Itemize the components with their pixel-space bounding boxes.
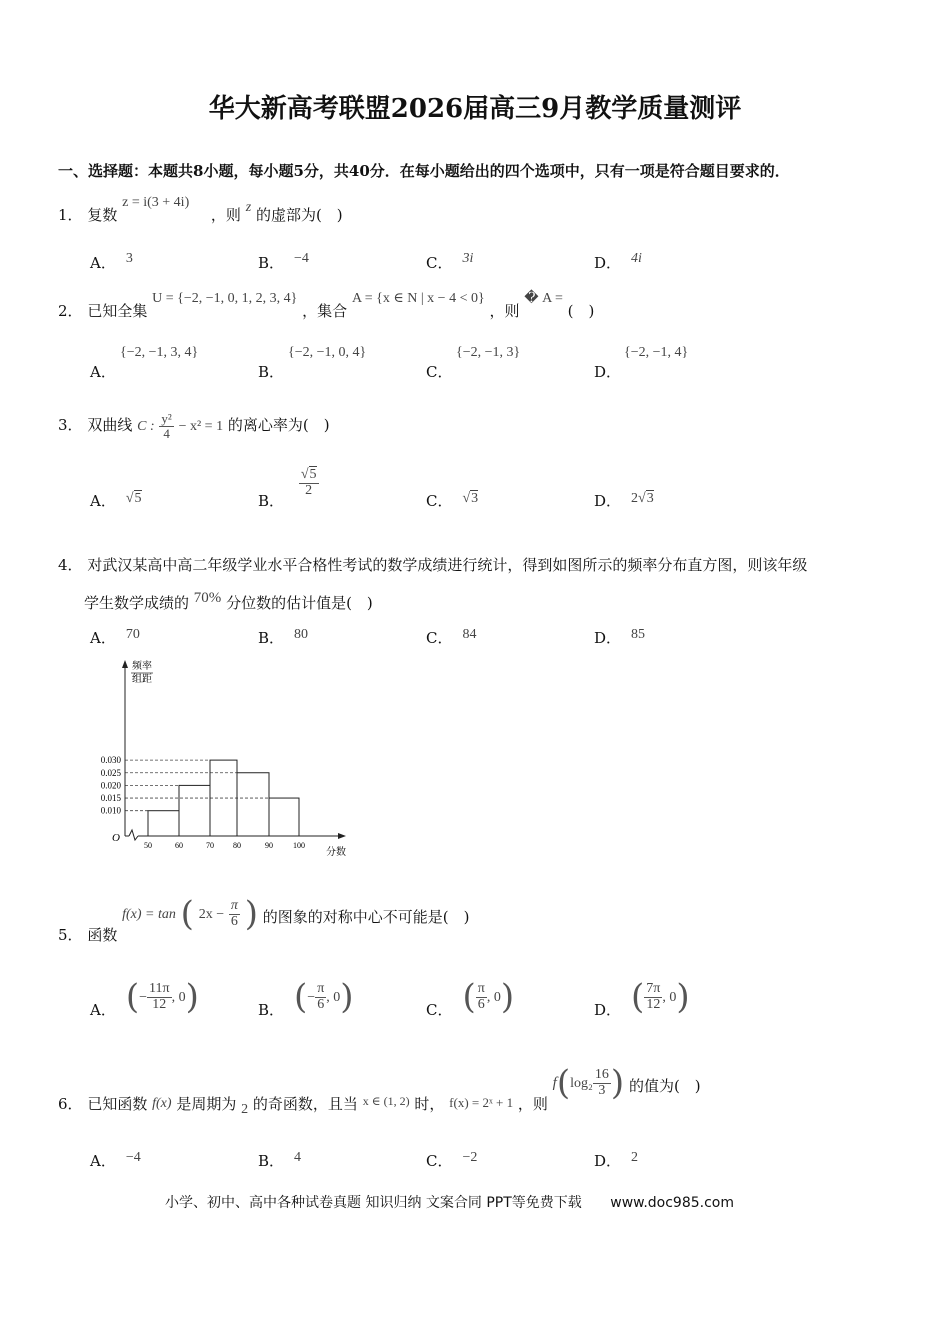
option-label: A．	[90, 492, 116, 510]
footer-site-link[interactable]: www.doc985.com	[610, 1195, 734, 1211]
question-text: 学生数学成绩的	[84, 594, 190, 612]
option-label: C．	[426, 629, 453, 647]
math-variable: z	[245, 200, 252, 215]
option-label: A．	[90, 1152, 116, 1170]
fraction-denominator: 6	[230, 913, 238, 929]
question-text: 的离心率为( )	[227, 416, 330, 435]
question-2	[58, 291, 595, 321]
option-label: A．	[90, 629, 116, 647]
q5-option-c[interactable]: C． ( $\frac{\pi}{6}$ , 0)	[426, 977, 515, 1019]
option-value: {−2, −1, 3, 4}	[120, 345, 199, 360]
option-value: {−2, −1, 4}	[624, 345, 689, 360]
math-expression: z = i(3 + 4i)	[122, 195, 190, 210]
q1-option-a[interactable]	[90, 252, 133, 273]
option-value	[299, 468, 319, 498]
option-tail: , 0	[326, 990, 341, 1005]
math-fraction	[593, 1068, 611, 1098]
frequency-histogram	[80, 650, 370, 865]
q3-option-d[interactable]	[594, 490, 654, 511]
q1-option-b[interactable]	[258, 252, 309, 273]
option-sign: −	[139, 990, 148, 1005]
option-value: 4i	[631, 251, 642, 266]
page-footer	[165, 1192, 734, 1212]
x-tick-label: 100	[293, 841, 305, 850]
origin-label: O	[112, 832, 120, 844]
option-value: 70	[125, 627, 140, 642]
footer-text: 小学、初中、高中各种试卷真题 知识归纳 文案合同 PPT等免费下载	[165, 1195, 582, 1211]
math-expression: − x² = 1	[178, 419, 224, 435]
option-tail: , 0	[486, 990, 501, 1005]
section-header: 一、选择题：本题共8小题，每小题5分，共40分．在每小题给出的四个选项中，只有一项是符合题目要求的．	[58, 162, 790, 180]
math-expression: U = {−2, −1, 0, 1, 2, 3, 4}	[152, 291, 298, 306]
question-number: 4．	[58, 556, 83, 574]
option-label: B．	[258, 254, 285, 272]
math-expression: 2x −	[198, 907, 225, 922]
fraction-denominator: 4	[163, 425, 170, 441]
option-fraction: $\frac{\pi}{6}$	[317, 980, 325, 1012]
q6-option-a[interactable]	[90, 1150, 141, 1171]
option-label: D．	[594, 1001, 622, 1019]
math-number: 2	[241, 1102, 249, 1117]
exam-title: 华大新高考联盟2026届高三9月教学质量测评	[208, 94, 742, 124]
axis-break-mark	[129, 830, 138, 840]
fraction-numerator: 16	[594, 1066, 609, 1082]
q3-option-a[interactable]	[90, 490, 142, 511]
option-tail: , 0	[662, 990, 677, 1005]
question-text: 对武汉某高中高二年级学业水平合格性考试的数学成绩进行统计，得到如图所示的频率分布直方图，则该年级	[87, 556, 808, 574]
q4-option-a[interactable]	[90, 627, 140, 648]
y-axis-arrow	[122, 660, 128, 668]
histogram-bar-90-100	[269, 798, 299, 836]
q1-option-c[interactable]	[426, 252, 473, 273]
q1-option-d[interactable]	[594, 252, 642, 273]
question-text: 复数	[87, 206, 118, 224]
option-sign: −	[307, 990, 316, 1005]
option-value: 2	[631, 1150, 639, 1165]
option-label: A．	[90, 1001, 116, 1019]
y-axis-label-bottom: 组距	[132, 674, 152, 685]
question-text: ，则	[210, 206, 241, 224]
option-label: C．	[426, 254, 453, 272]
x-tick-label: 50	[144, 841, 152, 850]
question-text: 已知全集	[87, 302, 148, 320]
x-axis-label: 分数	[326, 847, 346, 858]
option-label: C．	[426, 1152, 453, 1170]
option-value: 2√3	[631, 491, 654, 506]
math-expression: x ∈ (1, 2)	[362, 1094, 410, 1108]
question-text: ，集合	[302, 302, 348, 320]
q5-option-d[interactable]: D． ( $\frac{7\pi}{12}$ , 0)	[594, 977, 690, 1019]
option-label: B．	[258, 1001, 285, 1019]
option-label: C．	[426, 492, 453, 510]
option-label: D．	[594, 492, 622, 510]
q2-option-d[interactable]	[594, 345, 689, 381]
x-axis-arrow	[338, 833, 346, 839]
option-value: 84	[462, 627, 477, 642]
option-label: B．	[258, 1152, 285, 1170]
y-tick-label: 0.030	[100, 755, 121, 766]
option-label: C．	[426, 363, 453, 381]
option-value: {−2, −1, 0, 4}	[288, 345, 367, 360]
option-value: 4	[294, 1150, 302, 1165]
math-function: f	[552, 1075, 557, 1091]
option-label: C．	[426, 1001, 453, 1019]
q4-option-c[interactable]	[426, 627, 476, 648]
option-label: B．	[258, 629, 285, 647]
option-fraction: $\frac{11\pi}{12}$	[149, 980, 170, 1012]
option-tail: , 0	[171, 990, 186, 1005]
question-4-line-2	[84, 592, 373, 613]
math-expression: f(x) = 2ˣ + 1	[449, 1095, 514, 1110]
question-text: 的值为( )	[628, 1077, 701, 1095]
option-fraction: $\frac{7\pi}{12}$	[646, 980, 661, 1012]
math-fraction	[159, 412, 173, 440]
option-value: 3	[125, 251, 133, 266]
fraction-numerator: y²	[161, 411, 172, 426]
question-number: 6．	[58, 1095, 83, 1113]
histogram-bar-60-70	[179, 785, 210, 836]
q5-option-a[interactable]: A． (− $\frac{11\pi}{12}$ , 0)	[90, 977, 199, 1019]
option-value: 85	[631, 627, 646, 642]
question-number: 3．	[58, 416, 83, 435]
option-value: {−2, −1, 3}	[456, 345, 521, 360]
question-number: 5．	[58, 926, 83, 944]
x-tick-label: 80	[233, 841, 241, 850]
question-text: ，则	[489, 302, 520, 320]
question-4-line-1	[58, 554, 807, 575]
question-text: 是周期为	[176, 1095, 237, 1113]
math-expression: f(x) = tan	[122, 907, 176, 922]
question-6: 6． 已知函数 f(x) 是周期为 2 的奇函数，且当 $_{x \in (1, 2)}$ 时， f(x) = 2ˣ + 1 ，则 f(log₂ $\frac{16}{3}$ ) 的值为( )	[58, 1063, 701, 1117]
x-tick-label: 70	[206, 841, 214, 850]
fraction-numerator: π	[230, 897, 238, 913]
q2-option-b[interactable]	[258, 345, 367, 381]
fraction-denominator: 3	[598, 1082, 606, 1098]
option-label: B．	[258, 363, 285, 381]
right-paren: )	[244, 894, 258, 934]
option-label: B．	[258, 492, 285, 510]
math-log: log₂	[570, 1076, 593, 1091]
question-text: 双曲线	[87, 416, 133, 435]
math-percent: 70%	[193, 590, 222, 606]
y-tick-label: 0.010	[100, 805, 121, 816]
q3-option-b[interactable]	[258, 467, 319, 510]
math-expression: f(x)	[152, 1096, 172, 1111]
option-value: √5	[125, 491, 142, 506]
option-label: A．	[90, 363, 116, 381]
option-label: D．	[594, 1152, 622, 1170]
option-value: 80	[294, 627, 309, 642]
math-fraction	[229, 899, 240, 929]
q2-option-a[interactable]	[90, 345, 199, 381]
question-text: 的奇函数，且当	[252, 1095, 358, 1113]
q6-option-c[interactable]	[426, 1150, 477, 1171]
q6-option-b[interactable]	[258, 1150, 301, 1171]
fraction-denominator: 2	[305, 482, 313, 498]
option-value: −2	[462, 1150, 478, 1165]
fraction-numerator: √5	[300, 467, 317, 482]
math-expression: A = {x ∈ N | x − 4 < 0}	[351, 291, 485, 306]
y-tick-label: 0.015	[100, 793, 121, 804]
y-axis-label-top: 频率	[132, 661, 152, 672]
question-5	[58, 894, 470, 944]
q5-option-b[interactable]: B． (− $\frac{\pi}{6}$ , 0)	[258, 977, 354, 1019]
question-text: ，则	[517, 1095, 548, 1113]
question-text: 的图象的对称中心不可能是( )	[262, 908, 470, 926]
question-1	[58, 195, 343, 225]
option-label: A．	[90, 254, 116, 272]
option-value: √3	[462, 491, 479, 506]
question-number: 1．	[58, 206, 83, 224]
x-tick-label: 90	[265, 841, 273, 850]
x-tick-label: 60	[175, 841, 183, 850]
option-label: D．	[594, 629, 622, 647]
q2-option-c[interactable]	[426, 345, 521, 381]
q6-option-d[interactable]	[594, 1150, 638, 1171]
question-number: 2．	[58, 302, 83, 320]
option-value: 3i	[462, 251, 474, 266]
math-label: C :	[137, 419, 155, 435]
option-value: −4	[125, 1150, 141, 1165]
option-fraction: $\frac{\pi}{6}$	[477, 980, 485, 1012]
y-tick-label: 0.020	[100, 780, 121, 791]
question-3	[58, 412, 330, 440]
histogram-bar-80-90	[237, 773, 269, 836]
q3-option-c[interactable]	[426, 490, 478, 511]
option-value: −4	[294, 251, 309, 266]
math-expression: � A =	[524, 291, 563, 306]
y-tick-label: 0.025	[100, 767, 121, 778]
question-text: 的虚部为( )	[255, 206, 343, 224]
question-text: 时，	[414, 1095, 445, 1113]
q4-option-d[interactable]	[594, 627, 645, 648]
option-label: D．	[594, 254, 622, 272]
option-label: D．	[594, 363, 622, 381]
histogram-bar-50-60	[148, 811, 179, 836]
question-text: 已知函数	[87, 1095, 148, 1113]
question-text: 分位数的估计值是( )	[226, 594, 373, 612]
question-text: ( )	[567, 302, 595, 320]
left-paren: (	[180, 894, 194, 934]
q4-option-b[interactable]	[258, 627, 308, 648]
question-text: 函数	[87, 926, 118, 944]
